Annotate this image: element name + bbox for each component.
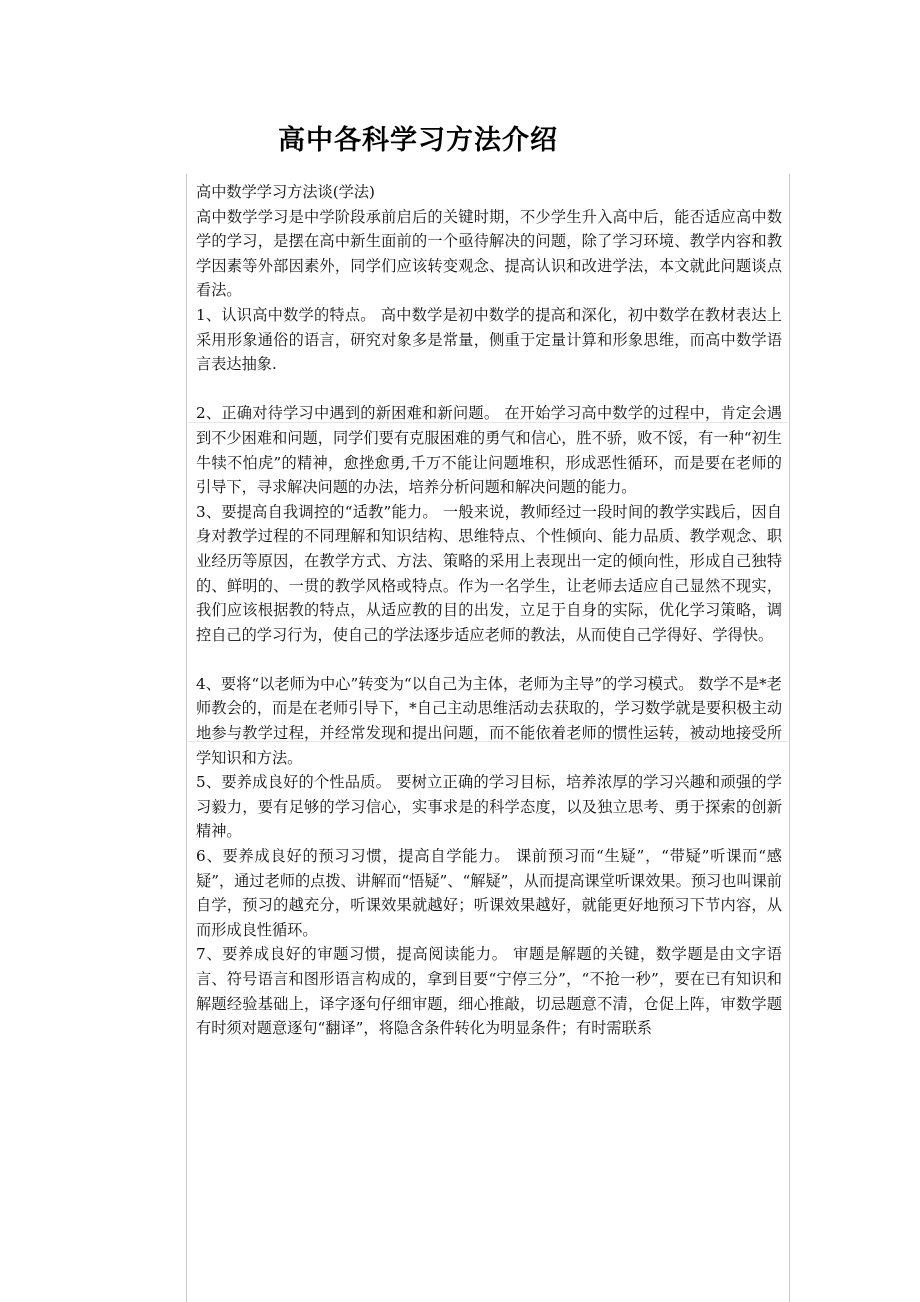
point-1-paragraph: 1、认识高中数学的特点。 高中数学是初中数学的提高和深化，初中数学在教材表达上采用形象通俗的语言，研究对象多是常量，侧重于定量计算和形象思维，而高中数学语言表达抽象. (196, 305, 782, 374)
point-4-paragraph: 4、要将“以老师为中心”转变为“以自己为主体，老师为主导”的学习模式。 数学不是*老师教会的，而是在老师引导下，*自己主动思维活动去获取的，学习数学就是要积极主动地参与教学过程，并经常发现和提出问题，而不能依着老师的惯性运转，被动地接受所学知识和方法。 (196, 674, 782, 767)
point-7-paragraph: 7、要养成良好的审题习惯，提高阅读能力。 审题是解题的关键，数学题是由文字语言、符号语言和图形语言构成的，拿到目要“宁停三分”，“不抢一秒”，要在已有知识和解题经验基础上，译字逐句仔细审题，细心推敲，切忌题意不清，仓促上阵，审数学题有时须对题意逐句“翻译”，将隐含条件转化为明显条件；有时需联系 (196, 945, 782, 1038)
point-6-paragraph: 6、要养成良好的预习习惯，提高自学能力。 课前预习而“生疑”，“带疑”听课而“感疑”，通过老师的点拨、讲解而“悟疑”、“解疑”，从而提高课堂听课效果。预习也叫课前自学，预习的越充分，听课效果就越好；听课效果越好，就能更好地预习下节内容，从而形成良性循环。 (196, 847, 782, 939)
point-5-paragraph: 5、要养成良好的个性品质。 要树立正确的学习目标，培养浓厚的学习兴趣和顽强的学习毅力，要有足够的学习信心，实事求是的科学态度，以及独立思考、勇于探索的创新精神。 (196, 773, 782, 841)
article-body (196, 180, 782, 1041)
document-title: 高中各科学习方法介绍 (278, 125, 558, 156)
intro-paragraph: 高中数学学习是中学阶段承前启后的关键时期，不少学生升入高中后，能否适应高中数学的学习，是摆在高中新生面前的一个亟待解决的问题，除了学习环境、教学内容和教学因素等外部因素外，同学们应该转变观念、提高认识和改进学法，本文就此问题谈点看法。 (196, 207, 782, 300)
point-3-paragraph: 3、要提高自我调控的“适教”能力。 一般来说，教师经过一段时间的教学实践后，因自身对教学过程的不同理解和知识结构、思维特点、个性倾向、能力品质、教学观念、职业经历等原因，在教学方式、方法、策略的采用上表现出一定的倾向性，形成自己独特的、鲜明的、一贯的教学风格或特点。作为一名学生，让老师去适应自己显然不现实，我们应该根据教的特点，从适应教的目的出发，立足于自身的实际，优化学习策略，调控自己的学习行为，使自己的学法逐步适应老师的教法，从而使自己学得好、学得快。 (196, 502, 782, 644)
section-heading: 高中数学学习方法谈(学法) (196, 183, 375, 201)
point-2-paragraph: 2、正确对待学习中遇到的新困难和新问题。 在开始学习高中数学的过程中，肯定会遇到不少困难和问题，同学们要有克服困难的勇气和信心，胜不骄，败不馁，有一种“初生牛犊不怕虎”的精神，愈挫愈勇,千万不能让问题堆积，形成恶性循环，而是要在老师的引导下，寻求解决问题的办法，培养分析问题和解决问题的能力。 (196, 404, 782, 497)
